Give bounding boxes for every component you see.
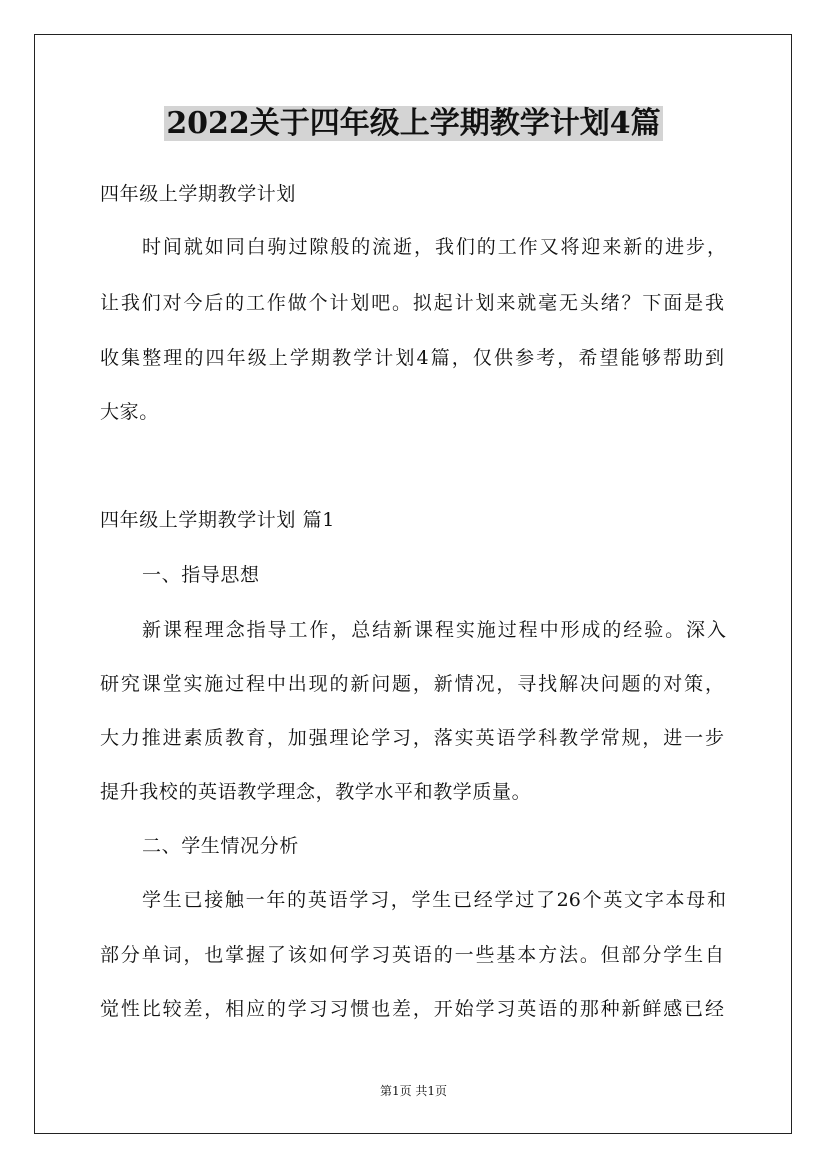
subsection-heading: 二、学生情况分析 [142,835,299,857]
document-title [0,103,827,145]
paragraph-line: 研究课堂实施过程中出现的新问题，新情况，寻找解决问题的对策， [100,673,724,695]
document-title-text: 2022关于四年级上学期教学计划4篇 [166,106,661,141]
article-heading: 四年级上学期教学计划 篇1 [100,509,335,531]
paragraph-line: 提升我校的英语教学理念，教学水平和教学质量。 [100,781,532,803]
paragraph-line: 时间就如同白驹过隙般的流逝，我们的工作又将迎来新的进步， [142,236,726,258]
paragraph-line: 大力推进素质教育，加强理论学习，落实英语学科教学常规，进一步 [100,727,724,749]
page-footer: 第1页 共1页 [379,1084,448,1098]
paragraph-line: 大家。 [100,401,159,423]
paragraph-line: 学生已接触一年的英语学习，学生已经学过了26个英文字本母和 [142,889,726,911]
subsection-heading: 一、指导思想 [142,564,260,586]
section-heading: 四年级上学期教学计划 [100,183,297,205]
paragraph-line: 觉性比较差，相应的学习习惯也差，开始学习英语的那种新鲜感已经 [100,998,724,1020]
paragraph-line: 让我们对今后的工作做个计划吧。拟起计划来就毫无头绪？下面是我 [100,292,724,314]
paragraph-line: 部分单词，也掌握了该如何学习英语的一些基本方法。但部分学生自 [100,944,724,966]
paragraph-line: 新课程理念指导工作，总结新课程实施过程中形成的经验。深入 [142,619,726,641]
paragraph-line: 收集整理的四年级上学期教学计划4篇，仅供参考，希望能够帮助到 [100,347,724,369]
